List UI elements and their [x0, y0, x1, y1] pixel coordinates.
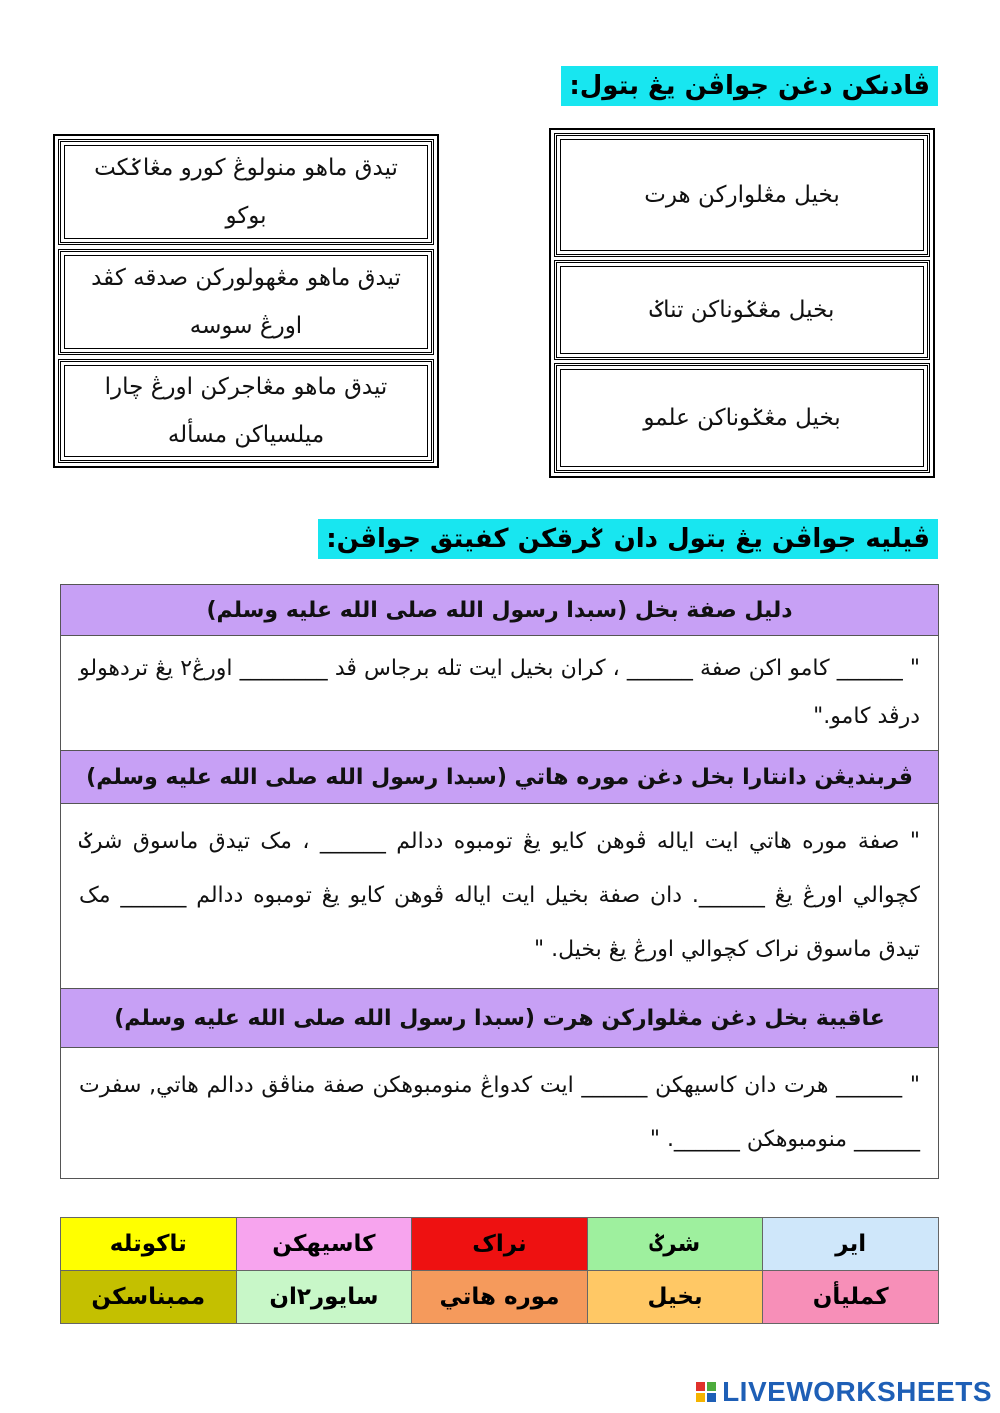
- section-body[interactable]: " صفة موره هاتي ايت اياله ڤوهن کايو يڠ تومبوه ددالم ______ ، مک تيدق ماسوق شرݢ کچوالي اورڠ يڠ ______. دان صفة بخيل ايت اياله ڤوهن کايو يڠ تومبوه ددالم ______ مک تيدق ماسوق نراک کچوالي اورڠ يڠ بخيل. ": [79, 829, 920, 962]
- section-title: دليل صفة بخل (سبدا رسول الله صلى الله عليه وسلم): [61, 584, 938, 636]
- word-bank-item[interactable]: کمليأن: [763, 1271, 939, 1324]
- word-bank-item[interactable]: موره هاتي: [412, 1271, 588, 1324]
- word-bank-item[interactable]: شرݢ: [587, 1218, 763, 1271]
- left-statement-box[interactable]: تيدق ماهو مڠهولورکن صدقه کڤد اورڠ سوسه: [58, 249, 434, 355]
- section-body[interactable]: " ______ هرت دان کاسيهکن ______ ايت کدواڠ منومبوهکن صفة مناڤق ددالم هاتي, سفرت ______ منومبوهکن ______. ": [79, 1073, 920, 1152]
- word-bank-item[interactable]: کاسيهکن: [236, 1218, 412, 1271]
- liveworksheets-logo[interactable]: [696, 1376, 992, 1408]
- liveworksheets-logo-text: LIVEWORKSHEETS: [722, 1376, 992, 1407]
- word-bank-item[interactable]: اير: [763, 1218, 939, 1271]
- word-bank-item[interactable]: نراک: [412, 1218, 588, 1271]
- instruction-heading-fill-blanks: ڤيليه جواڤن يڠ بتول دان ݢرقکن کفيتق جواڤن:: [318, 519, 938, 559]
- word-bank-item[interactable]: تاکوتله: [61, 1218, 237, 1271]
- word-bank-item[interactable]: ممبناسکن: [61, 1271, 237, 1324]
- word-bank-table: [60, 1217, 939, 1324]
- section-title: عاقيبة بخل دغن مڠلوارکن هرت (سبدا رسول الله صلى الله عليه وسلم): [61, 988, 938, 1048]
- left-statement-box[interactable]: تيدق ماهو منولوڠ کورو مڠاݢکت بوکو: [58, 139, 434, 245]
- instruction-heading-matching: ڤادنکن دغن جواڤن يڠ بتول:: [561, 66, 938, 106]
- hadith-section-1: [60, 584, 939, 750]
- section-body[interactable]: " ______ کامو اکن صفة ______ ، کران بخيل ايت تله برجاس ڤد ________ اورڠ٢ يڠ تردهولو درڤد کامو.": [79, 656, 921, 729]
- word-bank-item[interactable]: بخيل: [587, 1271, 763, 1324]
- right-term-box[interactable]: بخيل مڠݢوناکن تناݢ: [554, 260, 930, 360]
- hadith-section-3: [60, 988, 939, 1179]
- right-term-box[interactable]: بخيل مڠݢوناکن علمو: [554, 363, 930, 473]
- word-bank-item[interactable]: سايور٢ان: [236, 1271, 412, 1324]
- section-title: ڤربنديڠن دانتارا بخل دغن موره هاتي (سبدا رسول الله صلى الله عليه وسلم): [61, 750, 938, 804]
- liveworksheets-logo-icon: [696, 1382, 716, 1402]
- hadith-section-2: [60, 750, 939, 988]
- right-term-box[interactable]: بخيل مڠلوارکن هرت: [554, 133, 930, 257]
- left-statement-box[interactable]: تيدق ماهو مڠاجرکن اورڠ چارا ميلسياکن مسأله: [58, 359, 434, 463]
